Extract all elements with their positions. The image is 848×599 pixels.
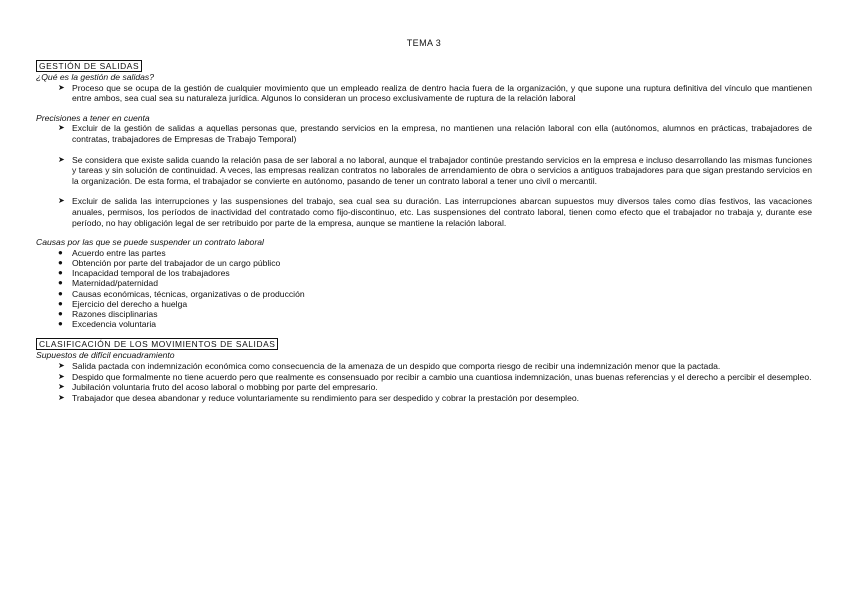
section-clasificacion xyxy=(36,338,812,403)
spacer xyxy=(72,186,812,196)
case-item: ➤ Jubilación voluntaria fruto del acoso laboral o mobbing por parte del empresario. xyxy=(58,382,378,393)
cause-item: ● Ejercicio del derecho a huelga xyxy=(58,298,188,309)
section-heading-clasificacion: CLASIFICACIÓN DE LOS MOVIMIENTOS DE SALIDAS xyxy=(36,338,278,350)
arrow-bullet-icon: ➤ xyxy=(58,360,65,370)
cause-item: ● Causas económicas, técnicas, organizativas o de producción xyxy=(58,288,305,299)
bullet-dot-icon: ● xyxy=(58,257,63,267)
arrow-bullet-icon: ➤ xyxy=(58,82,65,92)
section-gestion-salidas xyxy=(36,60,812,329)
arrow-bullet-icon: ➤ xyxy=(58,371,65,381)
precisions-heading: Precisiones a tener en cuenta xyxy=(36,112,150,123)
causes-list xyxy=(36,248,812,330)
document-page xyxy=(36,38,812,403)
cause-item: ● Maternidad/paternidad xyxy=(58,278,158,289)
causes-heading: Causas por las que se puede suspender un contrato laboral xyxy=(36,237,264,248)
bullet-dot-icon: ● xyxy=(58,278,63,288)
case-item: ➤ Salida pactada con indemnización económica como consecuencia de la amenaza de un despido que comporta riesgo de recibir una indemnización menor que la pactada. xyxy=(58,360,721,371)
cause-item: ● Razones disciplinarias xyxy=(58,308,158,319)
bullet-dot-icon: ● xyxy=(58,288,63,298)
bullet-dot-icon: ● xyxy=(58,308,63,318)
page-title: TEMA 3 xyxy=(406,38,442,48)
difficult-cases-heading: Supuestos de difícil encuadramiento xyxy=(36,350,175,361)
case-item: ➤ Trabajador que desea abandonar y reduce voluntariamente su rendimiento para ser despedido y cobrar la prestación por desempleo. xyxy=(58,392,580,403)
cause-item: ● Obtención por parte del trabajador de un cargo público xyxy=(58,257,281,268)
arrow-bullet-icon: ➤ xyxy=(58,123,65,133)
definition-item: ➤ Proceso que se ocupa de la gestión de cualquier movimiento que un empleado realiza de dentro hacia fuera de la organización, y que supone una ruptura definitiva del vínculo que mantienen entre ambos, sea cual sea su naturaleza jurídica. Algunos lo consideran un proceso exclusivamente de ruptura de la relación laboral xyxy=(58,82,812,104)
cause-item: ● Acuerdo entre las partes xyxy=(58,247,166,258)
bullet-dot-icon: ● xyxy=(58,247,63,257)
question-heading: ¿Qué es la gestión de salidas? xyxy=(36,72,154,82)
arrow-bullet-icon: ➤ xyxy=(58,392,65,402)
precision-item: ➤ Se considera que existe salida cuando la relación pasa de ser laboral a no laboral, aunque el trabajador continúe prestando servicios en la empresa e incluso desarrollando las mismas funciones y tareas y sin solución de continuidad. A veces, las empresas realizan contratos no laborales de arrendamiento de obra o servicios a antiguos trabajadores para que sigan prestando servicios en la organización. De esta forma, el trabajador se convierte en autónomo, pasando de tener un contrato laboral a tener uno civil o mercantil. xyxy=(58,154,812,186)
definition-list xyxy=(36,83,812,104)
precisions-list xyxy=(36,123,812,228)
bullet-dot-icon: ● xyxy=(58,268,63,278)
precision-item: ➤ Excluir de salida las interrupciones y las suspensiones del trabajo, sea cual sea su duración. Las interrupciones abarcan supuestos muy diversos tales como días festivos, las vacaciones anuales, permisos, los períodos de inactividad del contratado como fijo-discontinuo, etc. Las suspensiones del contrato laboral, tienen como efecto que el trabajador no trabaja y, durante ese período, no hay obligación legal de ser retribuido por parte de la empresa, aunque se mantiene la relación laboral. xyxy=(58,196,812,228)
precision-item: ➤ Excluir de la gestión de salidas a aquellas personas que, prestando servicios en la empresa, no mantienen una relación laboral con ella (autónomos, alumnos en prácticas, trabajadores de contratas, trabajadores de Empresas de Trabajo Temporal) xyxy=(58,123,812,144)
arrow-bullet-icon: ➤ xyxy=(58,382,65,392)
bullet-dot-icon: ● xyxy=(58,319,63,329)
bullet-dot-icon: ● xyxy=(58,298,63,308)
arrow-bullet-icon: ➤ xyxy=(58,196,65,206)
spacer xyxy=(72,145,812,155)
cause-item: ● Excedencia voluntaria xyxy=(58,319,157,330)
case-item: ➤ Despido que formalmente no tiene acuerdo pero que realmente es consensuado por recibir a cambio una cuantiosa indemnización, unas buenas referencias y el derecho a percibir el desempleo. xyxy=(58,371,812,382)
arrow-bullet-icon: ➤ xyxy=(58,154,65,164)
difficult-cases-list xyxy=(36,361,812,403)
cause-item: ● Incapacidad temporal de los trabajadores xyxy=(58,268,230,279)
section-heading-gestion: GESTIÓN DE SALIDAS xyxy=(36,60,142,72)
